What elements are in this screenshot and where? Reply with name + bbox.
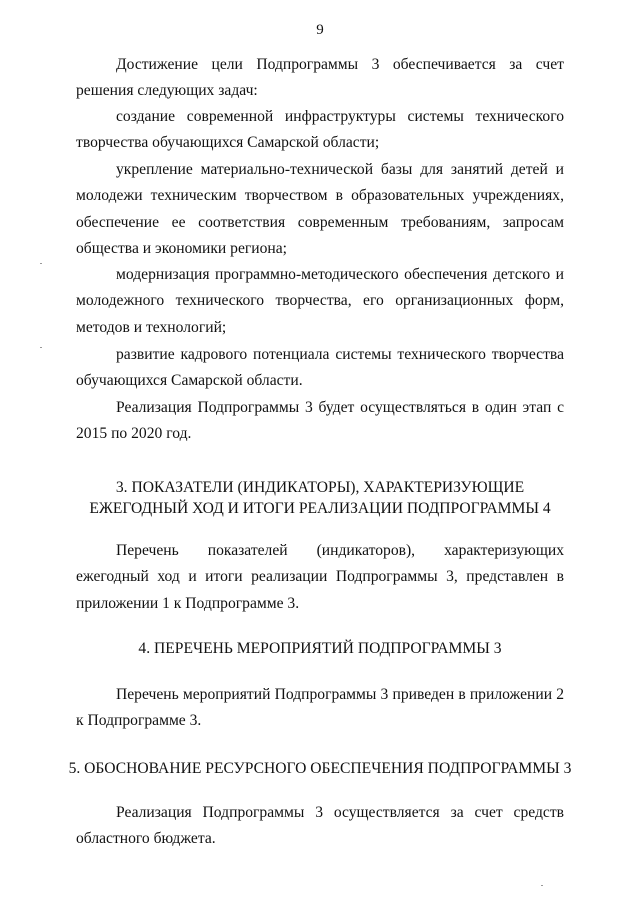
scan-speck bbox=[40, 347, 42, 348]
tasks-lead-paragraph: Достижение цели Подпрограммы 3 обеспечивается за счет решения следующих задач: bbox=[76, 56, 564, 100]
section-5-paragraph: Реализация Подпрограммы 3 осуществляется за счет средств областного бюджета. bbox=[76, 804, 564, 848]
scan-speck bbox=[40, 263, 42, 264]
section-4-paragraph: Перечень мероприятий Подпрограммы 3 приведен в приложении 2 к Подпрограмме 3. bbox=[76, 686, 564, 730]
section-3-paragraph: Перечень показателей (индикаторов), характеризующих ежегодный ход и итоги реализации Подпрограммы 3, представлен в приложении 1 к Подпрограмме 3. bbox=[76, 542, 564, 612]
task-1-paragraph: создание современной инфраструктуры системы технического творчества обучающихся Самарской области; bbox=[76, 108, 564, 152]
section-3-heading bbox=[60, 477, 580, 519]
section-3-heading-line-1: 3. ПОКАЗАТЕЛИ (ИНДИКАТОРЫ), ХАРАКТЕРИЗУЮЩИЕ bbox=[115, 479, 525, 496]
scan-speck bbox=[541, 885, 543, 886]
stage-paragraph: Реализация Подпрограммы 3 будет осуществляться в один этап с 2015 по 2020 год. bbox=[76, 399, 564, 443]
section-5-heading: 5. ОБОСНОВАНИЕ РЕСУРСНОГО ОБЕСПЕЧЕНИЯ ПОДПРОГРАММЫ 3 bbox=[68, 760, 572, 777]
section-4-heading: 4. ПЕРЕЧЕНЬ МЕРОПРИЯТИЙ ПОДПРОГРАММЫ 3 bbox=[138, 640, 502, 657]
task-2-paragraph: укрепление материально-технической базы для занятий детей и молодежи техническим творчеством в образовательных учреждениях, обеспечение ее соответствия современным требованиям, запросам общества и экономики региона; bbox=[76, 161, 564, 258]
section-3-heading-line-2: ЕЖЕГОДНЫЙ ХОД И ИТОГИ РЕАЛИЗАЦИИ ПОДПРОГРАММЫ 4 bbox=[89, 500, 551, 517]
page-number: 9 bbox=[316, 22, 324, 38]
task-3-paragraph: модернизация программно-методического обеспечения детского и молодежного технического творчества, его организационных форм, методов и технологий; bbox=[76, 266, 564, 336]
task-4-paragraph: развитие кадрового потенциала системы технического творчества обучающихся Самарской области. bbox=[76, 346, 564, 390]
